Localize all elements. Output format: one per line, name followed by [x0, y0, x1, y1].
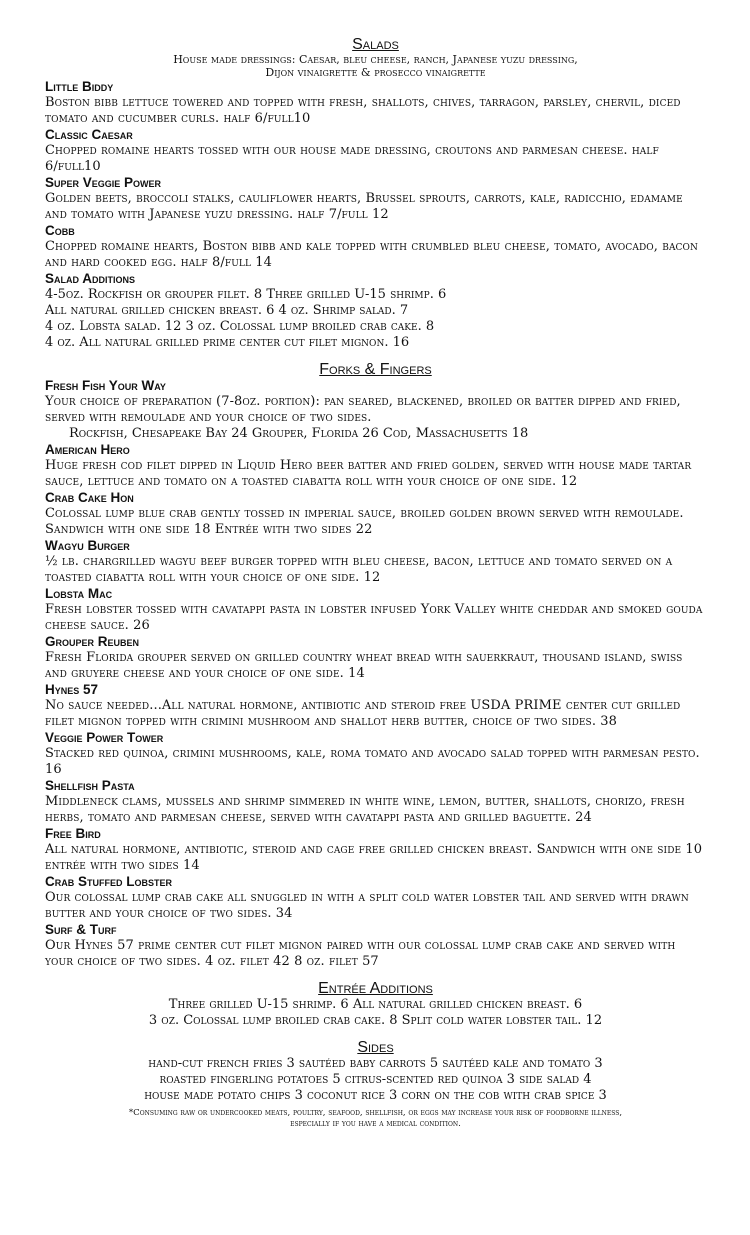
salad-additions: [45, 271, 706, 351]
health-footnote-line1: *Consuming raw or undercooked meats, poultry, seafood, shellfish, or eggs may increase your risk of foodborne illness,: [128, 1108, 623, 1118]
item-name: Crab Stuffed Lobster: [45, 874, 172, 889]
item-description: All natural hormone, antibiotic, steroid and cage free grilled chicken breast. Sandwich with one side 10 entrée with two sides 14: [45, 842, 703, 873]
addition-line: 4 oz. All natural grilled prime center cut filet mignon. 16: [45, 335, 410, 350]
item-name: American Hero: [45, 442, 130, 457]
salad-item: [45, 223, 706, 271]
menu-item: [45, 826, 706, 874]
item-description: Colossal lump blue crab gently tossed in imperial sauce, broiled golden brown served with remoulade. Sandwich with one side 18 Entrée with two sides 22: [45, 506, 684, 537]
item-description: ½ lb. chargrilled wagyu beef burger topped with bleu cheese, bacon, lettuce and tomato served on a toasted ciabatta roll with your choice of one side. 12: [45, 554, 673, 585]
item-name: Little Biddy: [45, 79, 114, 94]
entree-addition-line: Three grilled U-15 shrimp. 6 All natural grilled chicken breast. 6: [168, 997, 583, 1012]
sides-title: Sides: [357, 1039, 394, 1056]
item-name: Surf & Turf: [45, 922, 117, 937]
dressings-note-line1: House made dressings: Caesar, bleu cheese, ranch, Japanese yuzu dressing,: [173, 53, 578, 66]
item-description: Stacked red quinoa, crimini mushrooms, kale, roma tomato and avocado salad topped with parmesan pesto. 16: [45, 746, 700, 777]
item-description: Fresh Florida grouper served on grilled country wheat bread with sauerkraut, thousand island, swiss and gruyere cheese and your choice of one side. 14: [45, 650, 683, 681]
item-name: Grouper Reuben: [45, 634, 140, 649]
item-description: Golden beets, broccoli stalks, cauliflower hearts, Brussel sprouts, carrots, kale, radicchio, edamame and tomato with Japanese yuzu dressing. half 7/full 12: [45, 191, 683, 222]
health-footnote-line2: especially if you have a medical condition.: [290, 1119, 461, 1129]
item-name: Cobb: [45, 223, 75, 238]
addition-line: All natural grilled chicken breast. 6 4 oz. Shrimp salad. 7: [45, 303, 409, 318]
item-description: Chopped romaine hearts, Boston bibb and kale topped with crumbled bleu cheese, tomato, avocado, bacon and hard cooked egg. half 8/full 14: [45, 239, 698, 270]
menu-item: [45, 922, 706, 970]
entree-addition-line: 3 oz. Colossal lump broiled crab cake. 8 Split cold water lobster tail. 12: [148, 1013, 603, 1028]
fish-options: Rockfish, Chesapeake Bay 24 Grouper, Florida 26 Cod, Massachusetts 18: [69, 426, 529, 441]
salad-item: [45, 175, 706, 223]
item-name: Shellfish Pasta: [45, 778, 135, 793]
menu-item: [45, 682, 706, 730]
menu-item: [45, 634, 706, 682]
entree-additions-title: Entrée Additions: [318, 980, 433, 997]
salad-item: [45, 127, 706, 175]
item-description: No sauce needed...All natural hormone, antibiotic and steroid free USDA PRIME center cut grilled filet mignon topped with crimini mushroom and shallot herb butter, choice of two sides. 38: [45, 698, 681, 729]
item-name: Classic Caesar: [45, 127, 133, 142]
sides-line: hand-cut french fries 3 sautéed baby carrots 5 sautéed kale and tomato 3: [148, 1056, 603, 1071]
sides-line: house made potato chips 3 coconut rice 3 corn on the cob with crab spice 3: [144, 1088, 607, 1103]
item-name: Fresh Fish Your Way: [45, 378, 166, 393]
item-name: Wagyu Burger: [45, 538, 130, 553]
item-description: Huge fresh cod filet dipped in Liquid Hero beer batter and fried golden, served with house made tartar sauce, lettuce and tomato on a toasted ciabatta roll with your choice of one side. 12: [45, 458, 692, 489]
menu-item: [45, 538, 706, 586]
item-name: Free Bird: [45, 826, 101, 841]
salad-item: [45, 79, 706, 127]
menu-item: [45, 874, 706, 922]
item-description: Chopped romaine hearts tossed with our house made dressing, croutons and parmesan cheese. half 6/full10: [45, 143, 659, 174]
item-description: Middleneck clams, mussels and shrimp simmered in white wine, lemon, butter, shallots, chorizo, fresh herbs, tomato and parmesan cheese, served with cavatappi pasta and grilled baguette. 24: [45, 794, 685, 825]
forks-fingers-title: Forks & Fingers: [319, 361, 432, 378]
addition-line: 4 oz. Lobsta salad. 12 3 oz. Colossal lump broiled crab cake. 8: [45, 319, 435, 334]
item-description: Fresh lobster tossed with cavatappi pasta in lobster infused York Valley white cheddar and smoked gouda cheese sauce. 26: [45, 602, 703, 633]
item-name: Hynes 57: [45, 682, 99, 697]
addition-line: 4-5oz. Rockfish or grouper filet. 8 Three grilled U-15 shrimp. 6: [45, 287, 447, 302]
sides-line: roasted fingerling potatoes 5 citrus-scented red quinoa 3 side salad 4: [159, 1072, 592, 1087]
item-name: Crab Cake Hon: [45, 490, 134, 505]
menu-item: [45, 490, 706, 538]
item-description: Boston bibb lettuce towered and topped with fresh, shallots, chives, tarragon, parsley, chervil, diced tomato and cucumber curls. half 6/full10: [45, 95, 681, 126]
item-name: Super Veggie Power: [45, 175, 162, 190]
menu-item: [45, 730, 706, 778]
dressings-note-line2: Dijon vinaigrette & prosecco vinaigrette: [265, 66, 486, 79]
item-description: Our Hynes 57 prime center cut filet mignon paired with our colossal lump crab cake and served with your choice of two sides. 4 oz. filet 42 8 oz. filet 57: [45, 938, 676, 969]
item-description: Our colossal lump crab cake all snuggled in with a split cold water lobster tail and served with drawn butter and your choice of two sides. 34: [45, 890, 689, 921]
item-name: Veggie Power Tower: [45, 730, 164, 745]
salad-additions-title: Salad Additions: [45, 271, 135, 286]
salads-title: Salads: [352, 36, 399, 53]
menu-item-fresh-fish: [45, 378, 706, 442]
item-description: Your choice of preparation (7-8oz. portion): pan seared, blackened, broiled or batter dipped and fried, served with remoulade and your choice of two sides.: [45, 394, 681, 425]
menu-item: [45, 586, 706, 634]
item-name: Lobsta Mac: [45, 586, 113, 601]
menu-item: [45, 778, 706, 826]
menu-item: [45, 442, 706, 490]
